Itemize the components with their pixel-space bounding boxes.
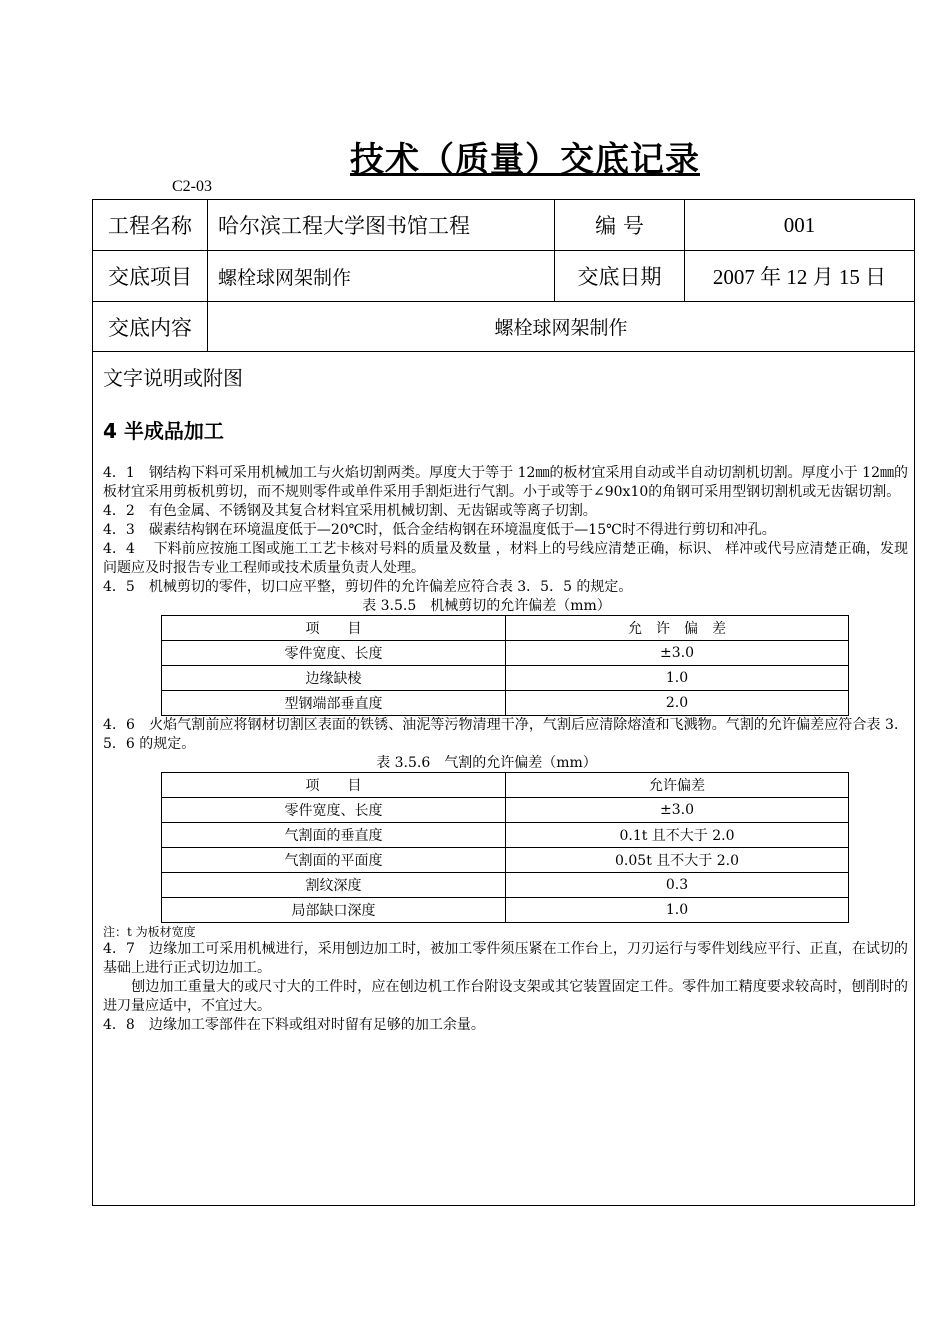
table-cell: 0.3 bbox=[506, 873, 849, 898]
paragraph-4-7a: 4．7 边缘加工可采用机械进行，采用刨边加工时，被加工零件须压紧在工作台上，刀刃运行与零件划线应平行、正直，在试切的基础上进行正式切边加工。 bbox=[103, 941, 908, 976]
table-row bbox=[162, 848, 849, 873]
table-cell: 2.0 bbox=[506, 691, 849, 716]
date-label: 交底日期 bbox=[555, 251, 685, 301]
date-value: 2007 年 12 月 15 日 bbox=[712, 265, 887, 289]
table-mechanical-shear bbox=[161, 615, 849, 716]
table1-caption: 表 3.5.5 机械剪切的允许偏差（mm） bbox=[362, 598, 611, 614]
table-cell: 1.0 bbox=[506, 898, 849, 923]
number-label: 编 号 bbox=[555, 200, 685, 250]
record-form bbox=[92, 199, 915, 1206]
number-value: 001 bbox=[783, 212, 816, 237]
row-project bbox=[93, 200, 914, 251]
table2-header-item: 项 目 bbox=[162, 773, 506, 798]
paragraph-4-6: 4．6 火焰气割前应将钢材切割区表面的铁锈、油泥等污物清理干净，气割后应清除熔渣和飞溅物。气割的允许偏差应符合表 3．5．6 的规定。 bbox=[103, 717, 908, 752]
project-name-value: 哈尔滨工程大学图书馆工程 bbox=[208, 200, 555, 250]
table-cell: ±3.0 bbox=[506, 641, 849, 666]
form-code: C2-03 bbox=[172, 178, 212, 195]
row-content bbox=[93, 302, 914, 352]
table-row bbox=[162, 798, 849, 823]
content-value: 螺栓球网架制作 bbox=[494, 317, 628, 339]
item-value: 螺栓球网架制作 bbox=[208, 251, 555, 301]
table-gas-cut bbox=[161, 772, 849, 923]
table-cell: 零件宽度、长度 bbox=[162, 798, 506, 823]
table-cell: 局部缺口深度 bbox=[162, 898, 506, 923]
subheading: 文字说明或附图 bbox=[103, 366, 243, 390]
table-cell: 边缘缺棱 bbox=[162, 666, 506, 691]
table-cell: 型钢端部垂直度 bbox=[162, 691, 506, 716]
table-row bbox=[162, 773, 849, 798]
table1-header-tolerance: 允 许 偏 差 bbox=[506, 616, 849, 641]
paragraph-4-3: 4．3 碳素结构钢在环境温度低于—20℃时，低合金结构钢在环境温度低于—15℃时不得进行剪切和冲孔。 bbox=[103, 522, 776, 538]
paragraph-4-7b: 刨边加工重量大的或尺寸大的工件时，应在刨边机工作台附设支架或其它装置固定工件。零件加工精度要求较高时，刨削时的进刀量应适中，不宜过大。 bbox=[103, 979, 908, 1014]
item-label: 交底项目 bbox=[93, 251, 208, 301]
section-title: 4 半成品加工 bbox=[103, 419, 224, 443]
content-body bbox=[103, 352, 908, 1035]
table-cell: 气割面的平面度 bbox=[162, 848, 506, 873]
paragraph-4-5: 4．5 机械剪切的零件，切口应平整，剪切件的允许偏差应符合表 3．5．5 的规定。 bbox=[103, 579, 633, 595]
content-label: 交底内容 bbox=[93, 302, 208, 351]
table-note: 注：t 为板材宽度 bbox=[103, 925, 196, 939]
table-row bbox=[162, 616, 849, 641]
row-item bbox=[93, 251, 914, 302]
project-name-label: 工程名称 bbox=[93, 200, 208, 250]
table-cell: 0.1t 且不大于 2.0 bbox=[506, 823, 849, 848]
table-row bbox=[162, 666, 849, 691]
table-cell: 1.0 bbox=[506, 666, 849, 691]
table-row bbox=[162, 873, 849, 898]
paragraph-4-4: 4．4 下料前应按施工图或施工工艺卡核对号料的质量及数量 ，材料上的号线应清楚正确，标识、 样冲或代号应清楚正确，发现问题应及时报告专业工程师或技术质量负责人处理。 bbox=[103, 541, 908, 576]
table-row bbox=[162, 823, 849, 848]
table-cell: 气割面的垂直度 bbox=[162, 823, 506, 848]
table-cell: ±3.0 bbox=[506, 798, 849, 823]
table-row bbox=[162, 641, 849, 666]
table-row bbox=[162, 898, 849, 923]
table-cell: 零件宽度、长度 bbox=[162, 641, 506, 666]
page-title: 技术（质量）交底记录 bbox=[350, 140, 700, 180]
table2-caption: 表 3.5.6 气割的允许偏差（mm） bbox=[376, 755, 597, 771]
table-cell: 割纹深度 bbox=[162, 873, 506, 898]
paragraph-4-2: 4．2 有色金属、不锈钢及其复合材料宜采用机械切割、无齿锯或等离子切割。 bbox=[103, 503, 597, 519]
table2-header-tolerance: 允许偏差 bbox=[506, 773, 849, 798]
table1-header-item: 项 目 bbox=[162, 616, 506, 641]
paragraph-4-1: 4．1 钢结构下料可采用机械加工与火焰切割两类。厚度大于等于 12㎜的板材宜采用自动或半自动切割机切割。厚度小于 12㎜的板材宜采用剪板机剪切，而不规则零件或单件采用手割炬进行气割。小于或等于∠90x10的角钢可采用型钢切割机或无齿锯切割。 bbox=[103, 465, 908, 500]
table-cell: 0.05t 且不大于 2.0 bbox=[506, 848, 849, 873]
table-row bbox=[162, 691, 849, 716]
paragraph-4-8: 4．8 边缘加工零部件在下料或组对时留有足够的加工余量。 bbox=[103, 1017, 485, 1033]
